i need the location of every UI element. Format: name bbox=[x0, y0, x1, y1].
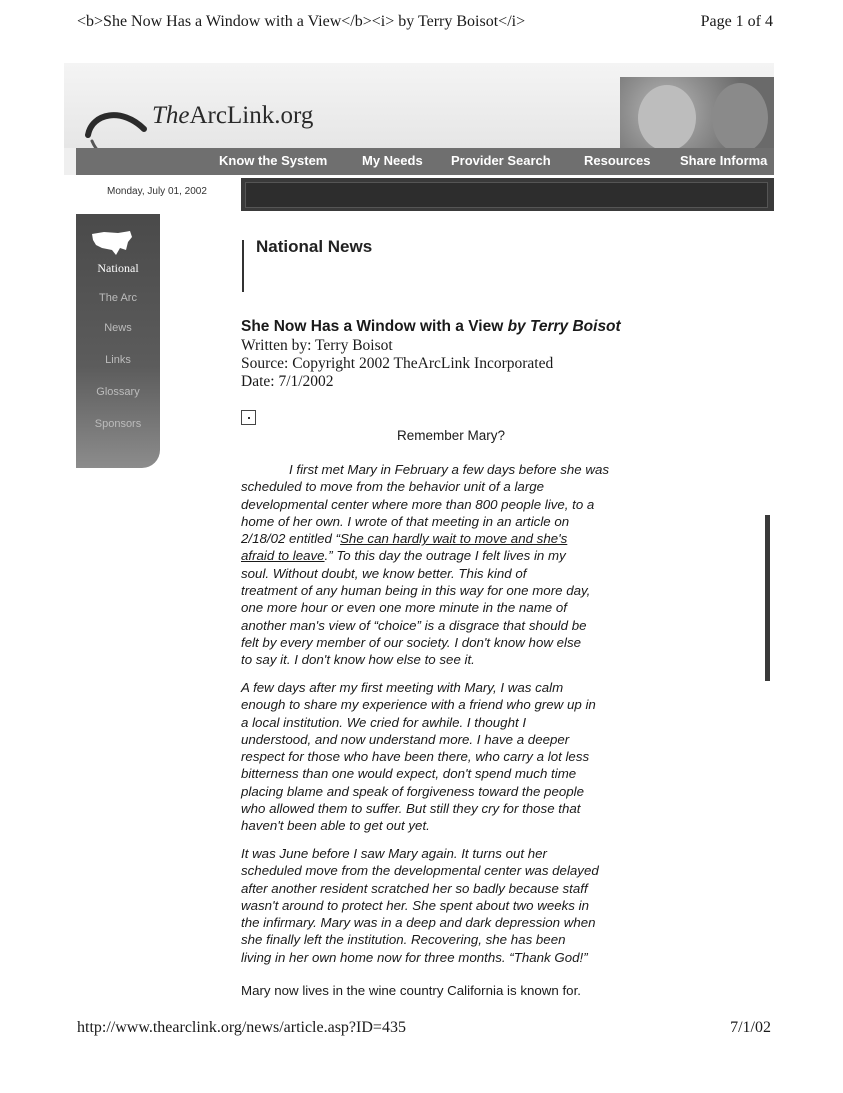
article-paragraph-4: Mary now lives in the wine country California is known for. bbox=[241, 983, 581, 998]
p3-line: the infirmary. Mary was in a deep and dark depression when bbox=[241, 915, 596, 931]
logo-prefix: The bbox=[152, 102, 190, 129]
p2-line: haven't been able to get out yet. bbox=[241, 818, 430, 834]
sidebar-item-glossary[interactable]: Glossary bbox=[96, 386, 140, 398]
p3-line: living in her own home now for three months. “Thank God!” bbox=[241, 949, 588, 965]
section-title: National News bbox=[256, 237, 373, 256]
p2-line: respect for those who have been there, who carry a lot less bbox=[241, 749, 590, 765]
header-photo-face-left bbox=[638, 85, 696, 151]
print-footer-url: http://www.thearclink.org/news/article.asp?ID=435 bbox=[77, 1019, 406, 1036]
p1-line: 2/18/02 entitled “ bbox=[241, 531, 341, 547]
nav-my-needs[interactable]: My Needs bbox=[362, 153, 423, 168]
sidebar-item-links[interactable]: Links bbox=[105, 354, 131, 366]
header-photo bbox=[620, 77, 774, 153]
logo-suffix: .org bbox=[274, 102, 314, 129]
sidebar-item-the-arc[interactable]: The Arc bbox=[99, 292, 137, 304]
p1-line: felt by every member of our society. I don't know how else bbox=[241, 634, 582, 650]
p2-line: placing blame and speak of forgiveness toward the people bbox=[241, 783, 584, 799]
logo-main: ArcLink bbox=[189, 102, 275, 129]
p2-line: a local institution. We cried for awhile. I thought I bbox=[241, 714, 527, 730]
p3-line: wasn't around to protect her. She spent about two weeks in bbox=[241, 897, 589, 913]
p3-line: scheduled move from the developmental center was delayed bbox=[241, 863, 599, 879]
broken-image-dot bbox=[248, 417, 250, 419]
scrollbar-thumb[interactable] bbox=[765, 515, 770, 681]
p2-line: who allowed them to suffer. But still they cry for those that bbox=[241, 801, 581, 817]
article-title bbox=[241, 318, 621, 336]
p2-line: A few days after my first meeting with Mary, I was calm bbox=[241, 680, 564, 695]
sidebar bbox=[76, 214, 160, 468]
site-banner bbox=[64, 63, 774, 175]
p3-line: she finally left the institution. Recovering, she has been bbox=[241, 932, 566, 948]
article-source: Source: Copyright 2002 TheArcLink Incorporated bbox=[241, 355, 554, 372]
article-link-line-2[interactable]: afraid to leave bbox=[241, 548, 325, 564]
sidebar-item-news[interactable]: News bbox=[104, 322, 132, 334]
article-author: Written by: Terry Boisot bbox=[241, 337, 393, 354]
broken-image-icon bbox=[241, 410, 256, 425]
p1-line: home of her own. I wrote of that meeting in an article on bbox=[241, 513, 570, 529]
p3-line: It was June before I saw Mary again. It turns out her bbox=[241, 846, 547, 861]
p1-line: soul. Without doubt, we know better. This kind of bbox=[241, 565, 527, 581]
nav-know-the-system[interactable]: Know the System bbox=[219, 153, 328, 168]
article-link-line-1[interactable]: She can hardly wait to move and she's bbox=[340, 531, 568, 547]
nav-resources[interactable]: Resources bbox=[584, 153, 651, 168]
article-subhead: Remember Mary? bbox=[397, 428, 506, 443]
search-bar-field[interactable] bbox=[245, 182, 768, 208]
p2-line: bitterness than one would expect, don't spend much time bbox=[241, 766, 577, 782]
p2-line: understood, and now understand more. I have a deeper bbox=[241, 731, 570, 747]
article-title-byline: by Terry Boisot bbox=[503, 318, 621, 335]
article-paragraph-3 bbox=[241, 845, 681, 966]
search-bar-strip bbox=[241, 178, 774, 211]
print-footer-date: 7/1/02 bbox=[730, 1019, 771, 1036]
article-paragraph-1 bbox=[241, 461, 681, 669]
article-paragraph-2 bbox=[241, 679, 681, 835]
p2-line: enough to share my experience with a friend who grew up in bbox=[241, 697, 596, 713]
article-date: Date: 7/1/2002 bbox=[241, 373, 334, 390]
p1-line: scheduled to move from the behavior unit of a large bbox=[241, 479, 545, 495]
print-page-number: Page 1 of 4 bbox=[700, 13, 773, 30]
article-title-main: She Now Has a Window with a View bbox=[241, 318, 504, 335]
site-logo-link[interactable] bbox=[152, 102, 313, 130]
site-date: Monday, July 01, 2002 bbox=[107, 186, 207, 197]
p1-line: .” To this day the outrage I felt lives in my bbox=[324, 548, 566, 564]
p1-line: treatment of any human being in this way for one more day, bbox=[241, 583, 591, 599]
sidebar-item-sponsors[interactable]: Sponsors bbox=[94, 418, 142, 430]
p1-line: developmental center where more than 800 people live, to a bbox=[241, 496, 595, 512]
p1-line: I first met Mary in February a few days before she was bbox=[289, 462, 609, 477]
p3-line: after another resident scratched her so badly because staff bbox=[241, 880, 588, 896]
section-divider bbox=[242, 240, 244, 292]
p1-line: to say it. I don't know how else to see it. bbox=[241, 652, 475, 668]
header-photo-face-right bbox=[712, 83, 768, 153]
p1-line: another man's view of “choice” is a disgrace that should be bbox=[241, 617, 587, 633]
sidebar-item-national[interactable]: National bbox=[97, 261, 139, 275]
p1-line: one more hour or even one more minute in the name of bbox=[241, 600, 567, 616]
print-header-title: <b>She Now Has a Window with a View</b><i> by Terry Boisot</i> bbox=[77, 13, 526, 30]
nav-share-information[interactable]: Share Informa bbox=[680, 153, 768, 168]
main-nav bbox=[76, 148, 774, 175]
us-map-icon bbox=[90, 228, 134, 258]
nav-provider-search[interactable]: Provider Search bbox=[451, 153, 551, 168]
